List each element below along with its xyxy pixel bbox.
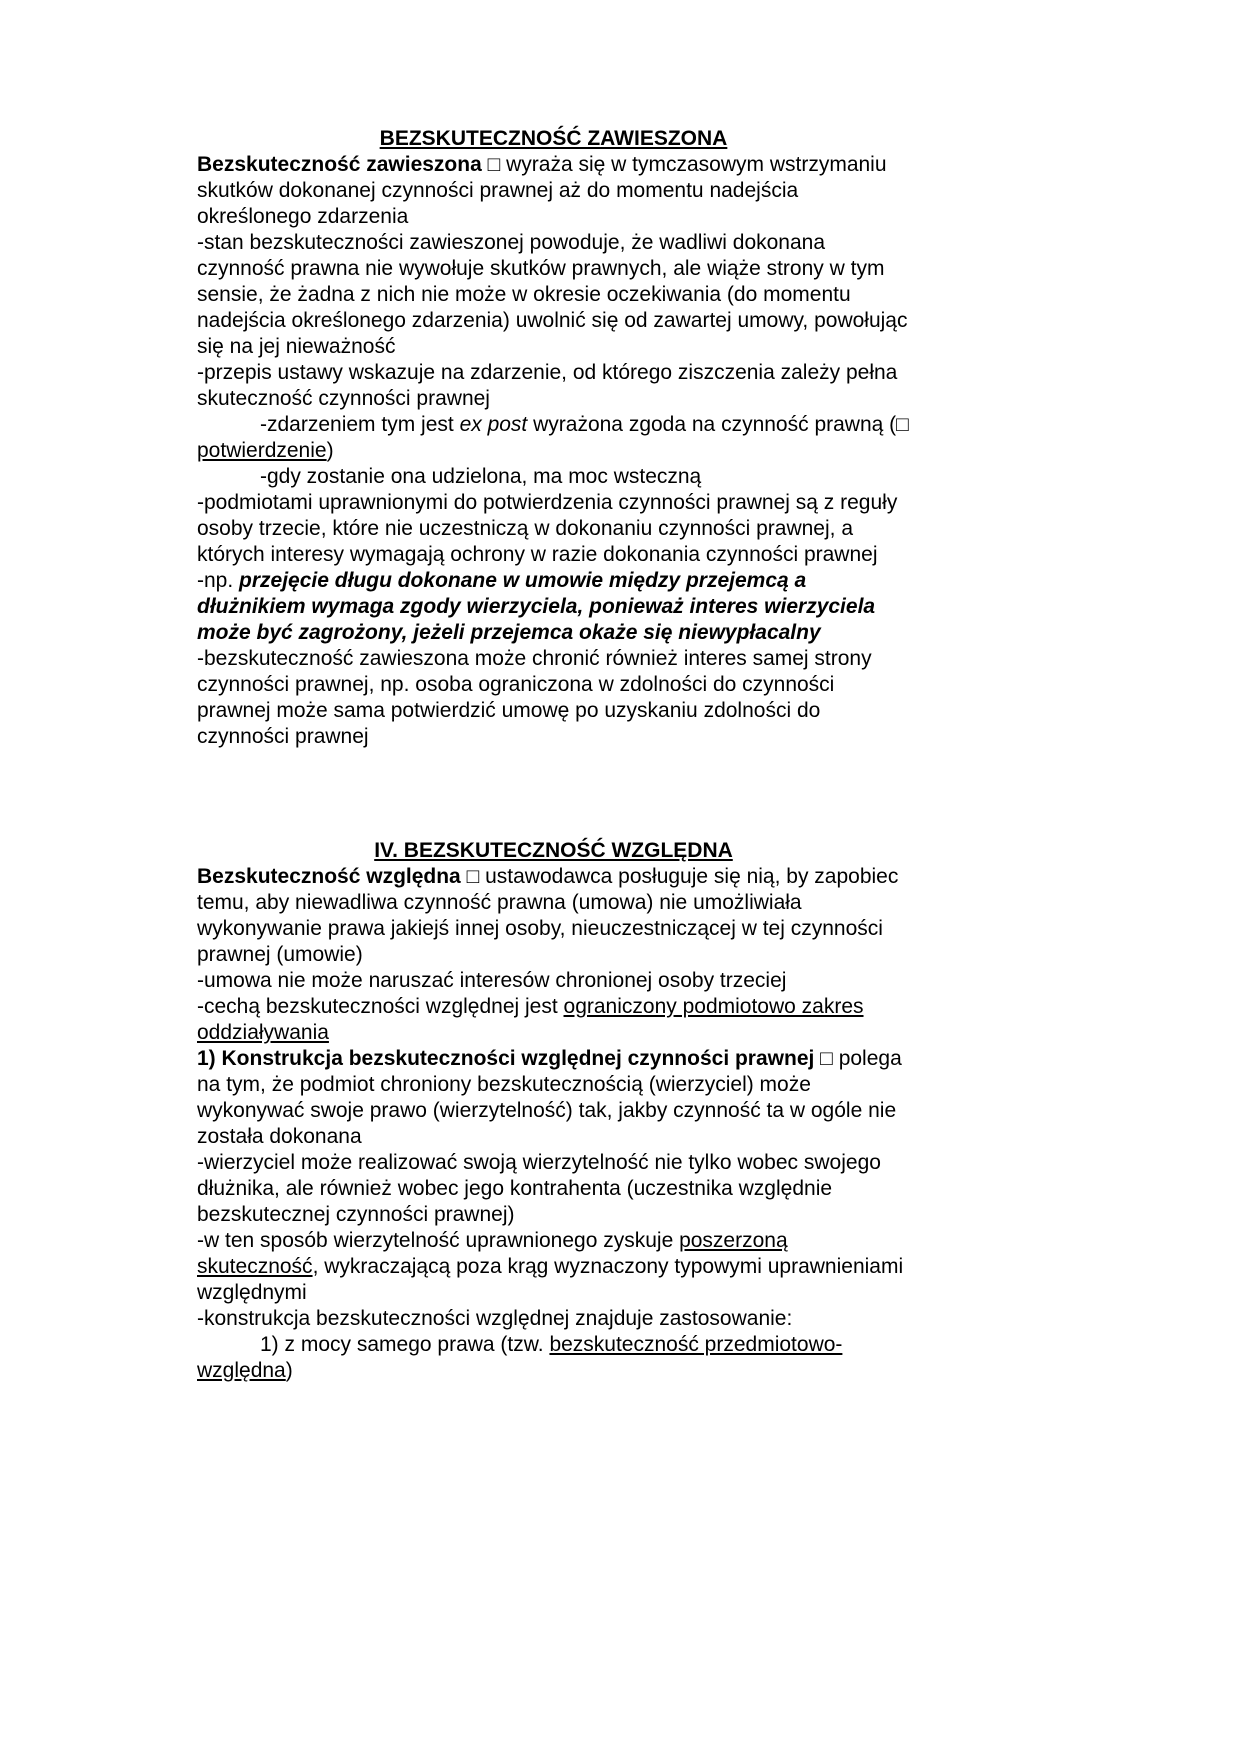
paragraph [197,1228,910,1306]
paragraph [197,464,910,490]
text-run: -cechą bezskuteczności względnej jest [197,995,564,1018]
text-run: Bezskuteczność względna [197,865,467,888]
text-run: □ polega na tym, że podmiot chroniony bezskutecznością (wierzyciel) może wykonywać swoje prawo (wierzytelność) tak, jakby czynność ta w ogóle nie została dokonana [197,1047,902,1148]
text-run: bezskuteczność przedmiotowo-względna [197,1333,843,1382]
text-run: -np. [197,569,240,592]
paragraph [197,1332,910,1384]
text-run: ex post [459,413,528,436]
text-run: -zdarzeniem tym jest [260,413,460,436]
paragraph [197,994,910,1046]
text-run: IV. BEZSKUTECZNOŚĆ WZGLĘDNA [374,839,733,862]
paragraph [197,568,910,646]
text-run: ) [326,439,334,462]
paragraph [197,1150,910,1228]
text-run: -gdy zostanie ona udzielona, ma moc wsteczną [260,465,702,488]
text-run: 1) Konstrukcja bezskuteczności względnej czynności prawnej [197,1047,821,1070]
text-run: potwierdzenie [197,439,327,462]
paragraph [197,646,910,750]
text-run: ) [285,1359,293,1382]
text-run: -wierzyciel może realizować swoją wierzytelność nie tylko wobec swojego dłużnika, ale również wobec jego kontrahenta (uczestnika względnie bezskutecznej czynności prawnej) [197,1151,881,1226]
text-run: -stan bezskuteczności zawieszonej powoduje, że wadliwi dokonana czynność prawna nie wywołuje skutków prawnych, ale wiąże strony w tym sensie, że żadna z nich nie może w okresie oczekiwania (do momentu nadejścia określonego zdarzenia) uwolnić się od zawartej umowy, powołując się na jej nieważność [197,231,908,358]
section-heading [197,838,910,864]
paragraph [197,1046,910,1150]
text-run: □ ustawodawca posługuje się nią, by zapobiec temu, aby niewadliwa czynność prawna (umowa) nie umożliwiała wykonywanie prawa jakiejś innej osoby, nieuczestniczącej w tej czynności prawnej (umowie) [197,865,899,966]
text-run: ograniczony podmiotowo zakres oddziaływania [197,995,864,1044]
text-run: -bezskuteczność zawieszona może chronić również interes samej strony czynności prawnej, np. osoba ograniczona w zdolności do czynności prawnej może sama potwierdzić umowę po uzyskaniu zdolności do czynności prawnej [197,647,872,748]
paragraph [197,968,910,994]
text-run: □ wyraża się w tymczasowym wstrzymaniu skutków dokonanej czynności prawnej aż do momentu nadejścia określonego zdarzenia [197,153,887,228]
paragraph [197,864,910,968]
text-run: -umowa nie może naruszać interesów chronionej osoby trzeciej [197,969,787,992]
text-run: -podmiotami uprawnionymi do potwierdzenia czynności prawnej są z reguły osoby trzecie, które nie uczestniczą w dokonaniu czynności prawnej, a których interesy wymagają ochrony w razie dokonania czynności prawnej [197,491,898,566]
section-spacer [197,750,910,838]
section-heading [197,126,910,152]
paragraph [197,360,910,412]
paragraph [197,490,910,568]
text-run: BEZSKUTECZNOŚĆ ZAWIESZONA [379,127,728,150]
text-run: -przepis ustawy wskazuje na zdarzenie, od którego ziszczenia zależy pełna skuteczność czynności prawnej [197,361,898,410]
text-run: -konstrukcja bezskuteczności względnej znajduje zastosowanie: [197,1307,793,1330]
text-run: , wykraczającą poza krąg wyznaczony typowymi uprawnieniami względnymi [197,1255,904,1304]
text-run: 1) z mocy samego prawa (tzw. [260,1333,550,1356]
paragraph [197,1306,910,1332]
text-run: poszerzoną skuteczność [197,1229,788,1278]
text-run: wyrażona zgoda na czynność prawną (□ [527,413,909,436]
text-run: Bezskuteczność zawieszona [197,153,488,176]
paragraph [197,230,910,360]
text-run: przejęcie długu dokonane w umowie między przejemcą a dłużnikiem wymaga zgody wierzyciela, ponieważ interes wierzyciela może być zagrożony, jeżeli przejemca okaże się niewypłacalny [197,569,876,644]
paragraph [197,152,910,230]
text-run: -w ten sposób wierzytelność uprawnionego zyskuje [197,1229,680,1252]
paragraph [197,412,910,464]
document-body [197,126,910,1384]
